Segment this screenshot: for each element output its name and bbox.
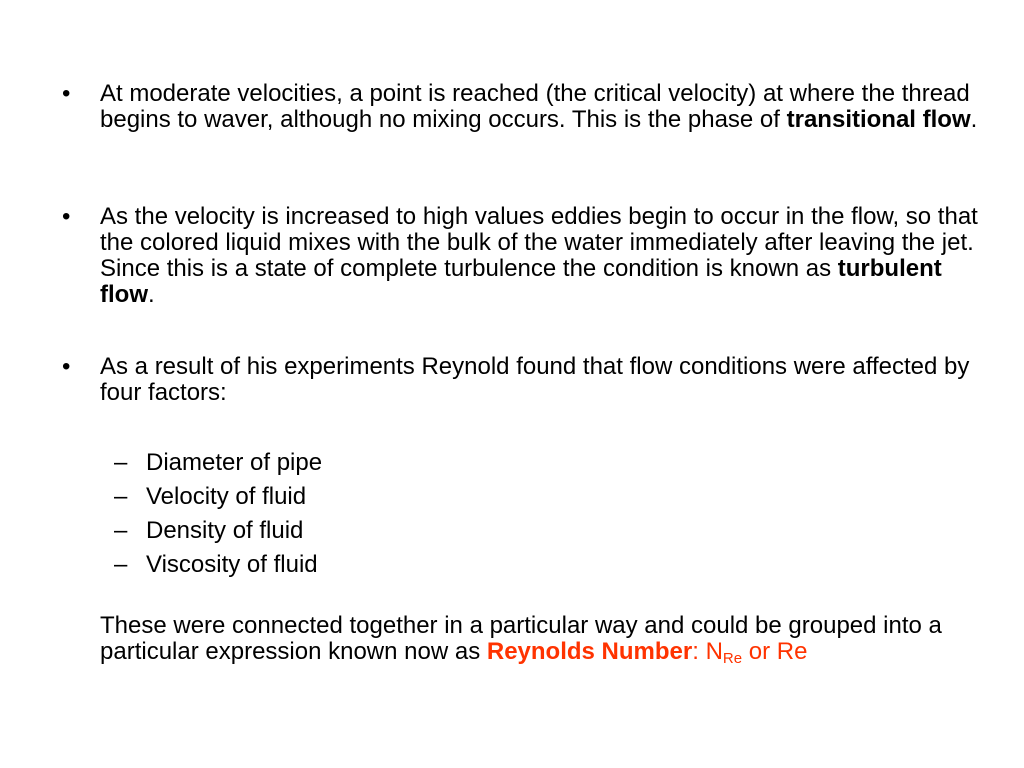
symbol-alternative: or Re: [742, 638, 808, 665]
bullet-marker: •: [62, 80, 71, 107]
factor-label: Velocity of fluid: [146, 483, 307, 510]
factor-label: Density of fluid: [146, 517, 304, 544]
factor-item-diameter: [114, 450, 514, 484]
symbol-re-subscript: Re: [722, 650, 743, 667]
bullet-marker: •: [62, 203, 71, 230]
term-reynolds-number: Reynolds Number: [486, 638, 693, 665]
bullet-text-end: .: [970, 106, 978, 133]
closing-text: These were connected together in a particular way and could be grouped into a particular expression known now as: [100, 612, 942, 665]
dash-marker: –: [114, 483, 128, 510]
factor-item-viscosity: [114, 552, 514, 586]
bullet-text-body: As the velocity is increased to high values eddies begin to occur in the flow, so that the colored liquid mixes with the bulk of the water immediately after leaving the jet. Since this is a state of complete turbulence the condition is known as: [100, 203, 978, 282]
bullet-text-body: At moderate velocities, a point is reached (the critical velocity) at where the thread begins to waver, although no mixing occurs. This is the phase of: [100, 80, 970, 133]
dash-marker: –: [114, 551, 128, 578]
factor-list: [114, 450, 514, 586]
bullet-text: As a result of his experiments Reynold found that flow conditions were affected by four factors:: [100, 353, 970, 406]
dash-marker: –: [114, 449, 128, 476]
factor-label: Diameter of pipe: [146, 449, 323, 476]
factor-item-velocity: [114, 484, 514, 518]
closing-paragraph: [100, 613, 980, 665]
bullet-text: [100, 81, 980, 133]
dash-marker: –: [114, 517, 128, 544]
colon-separator: :: [692, 638, 706, 665]
term-transitional-flow: transitional flow: [786, 106, 971, 133]
factor-item-density: [114, 518, 514, 552]
bullet-text: [100, 204, 980, 308]
bullet-marker: •: [62, 353, 71, 380]
bullet-text-end: .: [148, 281, 155, 308]
term-turbulent-flow: turbulent flow: [100, 255, 942, 308]
symbol-n-base: N: [705, 638, 723, 665]
factor-label: Viscosity of fluid: [146, 551, 318, 578]
